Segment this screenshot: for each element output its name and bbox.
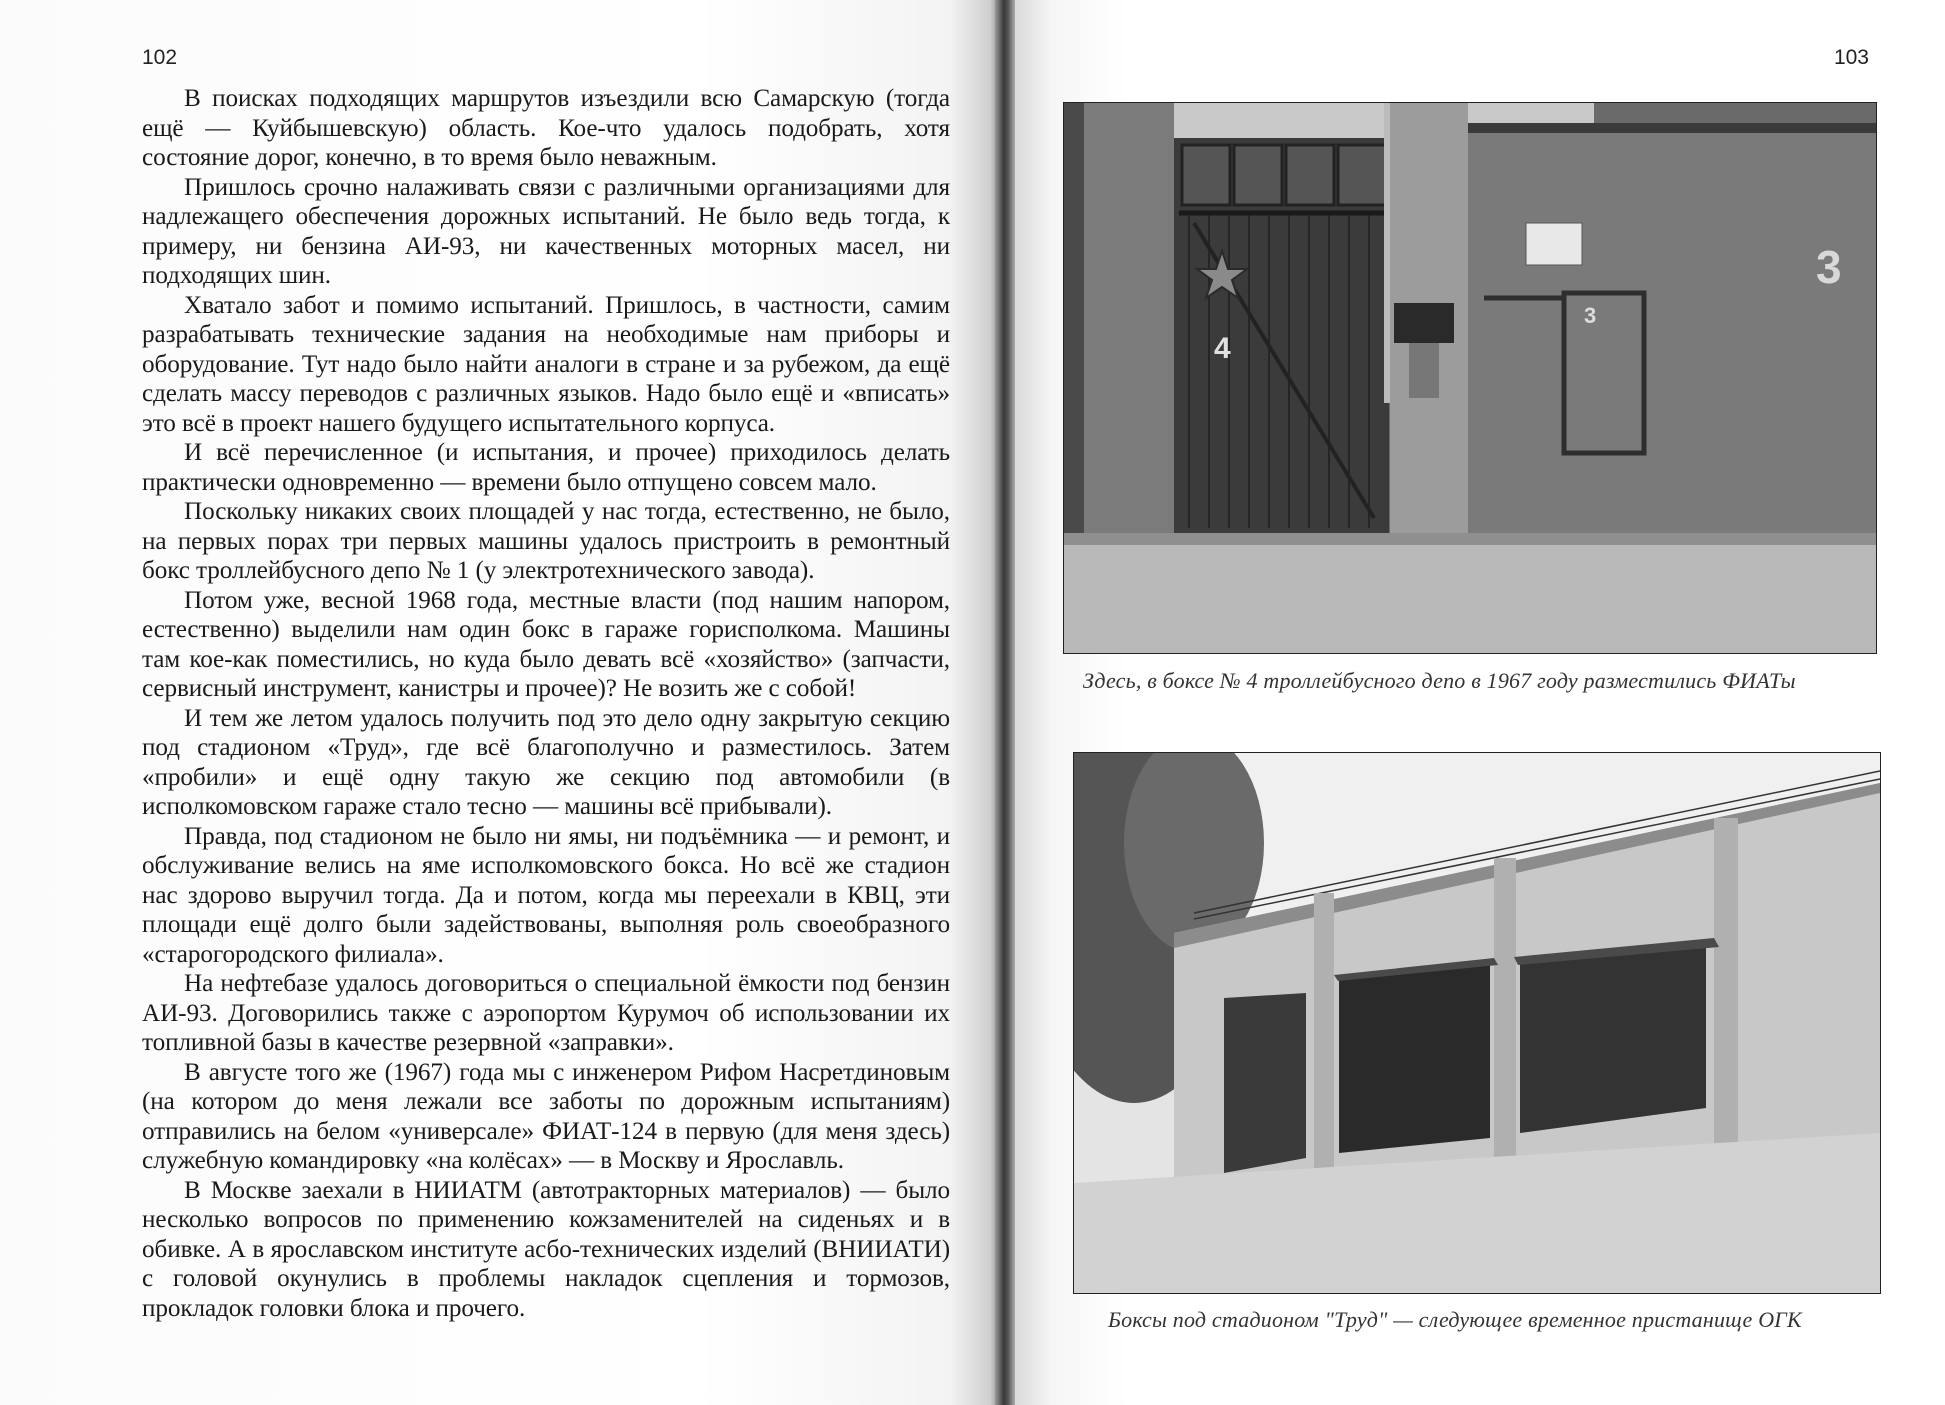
stadium-boxes-photo: [1073, 752, 1881, 1294]
door-number-large: 3: [1816, 241, 1842, 293]
paragraph: Хватало забот и помимо испытаний. Пришлось, в частности, самим разрабатывать технические задания на необходимые нам приборы и оборудование. Тут надо было найти аналоги в стране и за рубежом, да ещё сделать массу переводов с различных языков. Надо было ещё и «вписать» это всё в проект нашего будущего испытательного корпуса.: [142, 291, 950, 437]
left-page-text: [142, 84, 950, 1323]
door-number: 3: [1584, 303, 1597, 328]
paragraph: Потом уже, весной 1968 года, местные власти (под нашим напором, естественно) выделили нам один бокс в гараже горисполкома. Машины там кое-как поместились, но куда было девать всё «хозяйство» (запчасти, сервисный инструмент, канистры и прочее)? Не возить же с собой!: [142, 586, 950, 702]
paragraph: Правда, под стадионом не было ни ямы, ни подъёмника — и ремонт, и обслуживание велись на яме исполкомовского бокса. Но всё же стадион нас здорово выручил тогда. Да и потом, когда мы переехали в КВЦ, эти площади ещё долго были задействованы, выполняя роль своеобразного «старогородского филиала».: [142, 822, 950, 968]
paragraph: И тем же летом удалось получить под это дело одну закрытую секцию под стадионом «Труд», где всё благополучно и разместилось. Затем «пробили» и ещё одну такую же секцию под автомобили (в исполкомовском гараже стало тесно — машины всё прибывали).: [142, 704, 950, 820]
paragraph: В августе того же (1967) года мы с инженером Рифом Насретдиновым (на котором до меня лежали все заботы по дорожным испытаниям) отправились на белом «универсале» ФИАТ-124 в первую (для меня здесь) служебную командировку «на колёсах» — в Москву и Ярославль.: [142, 1058, 950, 1174]
book-gutter: [995, 0, 1017, 1405]
paragraph: И всё перечисленное (и испытания, и прочее) приходилось делать практически одновременно — времени было отпущено совсем мало.: [142, 439, 950, 496]
page-number-right: 103: [1833, 46, 1869, 69]
page-number-left: 102: [142, 46, 178, 69]
depot-gates-photo: [1063, 102, 1877, 654]
paragraph: Поскольку никаких своих площадей у нас тогда, естественно, не было, на первых порах три первых машины удалось пристроить в ремонтный бокс троллейбусного депо № 1 (у электротехнического завода).: [142, 498, 950, 584]
paragraph: В поисках подходящих маршрутов изъездили всю Самарскую (тогда ещё — Куйбышевскую) область. Кое-что удалось подобрать, хотя состояние дорог, конечно, в то время было неважным.: [142, 85, 950, 171]
gate-number: 4: [1214, 332, 1231, 365]
photo-caption: Боксы под стадионом "Труд" — следующее временное пристанище ОГК: [1108, 1307, 1802, 1332]
paragraph: Пришлось срочно налаживать связи с различными организациями для надлежащего обеспечения дорожных испытаний. Не было ведь тогда, к примеру, ни бензина АИ-93, ни качественных моторных масел, ни подходящих шин.: [142, 173, 950, 289]
paragraph: На нефтебазе удалось договориться о специальной ёмкости под бензин АИ-93. Договорились также с аэропортом Курумоч об использовании их топливной базы в качестве резервной «заправки».: [142, 970, 950, 1056]
photo-caption: Здесь, в боксе № 4 троллейбусного депо в 1967 году разместились ФИАТы: [1083, 668, 1796, 693]
paragraph: В Москве заехали в НИИАТМ (автотракторных материалов) — было несколько вопросов по применению кожзаменителей на сиденьях и в обивке. А в ярославском институте асбо-технических изделий (ВНИИАТИ) с головой окунулись в проблемы накладок сцепления и тормозов, прокладок головки блока и прочего.: [142, 1176, 950, 1322]
